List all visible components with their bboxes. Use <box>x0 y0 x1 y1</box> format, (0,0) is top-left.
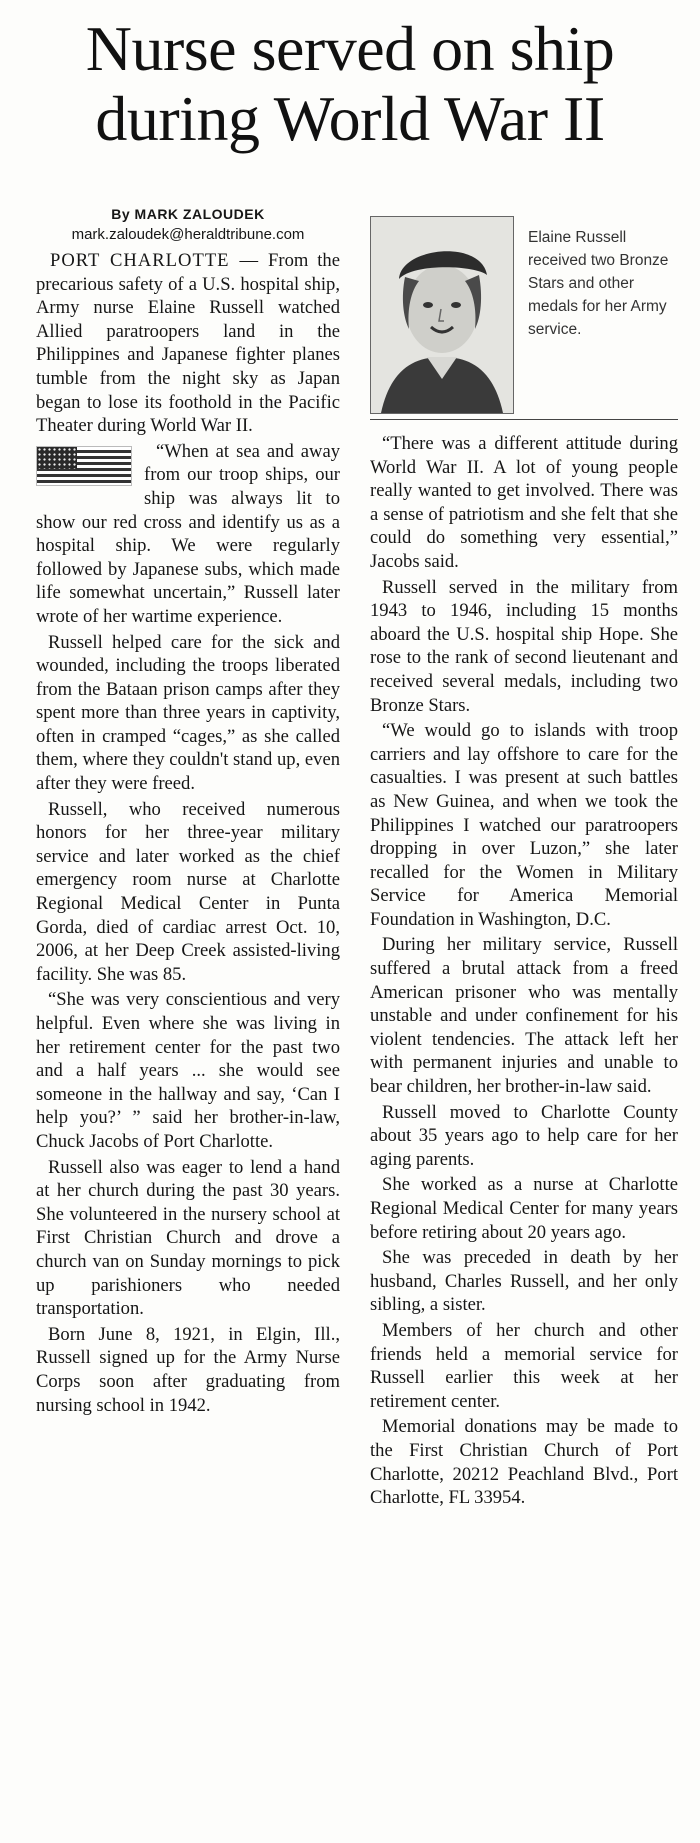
article-paragraph-3: Russell helped care for the sick and wounded, including the troops liberated from the Bataan prison camps after they spent more than three years in captivity, often in cramped “cages,” as she called them, where they couldn't stand up, even after they were freed. <box>36 631 340 795</box>
article-paragraph-15: Members of her church and other friends held a memorial service for Russell earlier this week at her retirement center. <box>370 1319 678 1412</box>
article-paragraph-11: During her military service, Russell suffered a brutal attack from a freed American prisoner who was mentally unstable and under confinement for his violent tendencies. The attack left her with permanent injuries and unable to bear children, her brother-in-law said. <box>370 934 678 1098</box>
article-paragraph-12: Russell moved to Charlotte County about 35 years ago to help care for her aging parents. <box>370 1101 678 1170</box>
article-paragraph-2: “When at sea and away from our troop ships, our ship was always lit to show our red cross and identify us as a hospital ship. We were regularly followed by Japanese subs, which made life somewhat uncertain,” Russell later wrote of her wartime experience. <box>36 440 340 627</box>
article-paragraph-4: Russell, who received numerous honors for her three-year military service and later worked as the chief emergency room nurse at Charlotte Regional Medical Center in Punta Gorda, died of cardiac arrest Oct. 10, 2006, at her Deep Creek assisted-living facility. She was 85. <box>36 798 340 985</box>
article-paragraph-1 <box>36 249 340 438</box>
article-paragraph-7: Born June 8, 1921, in Elgin, Ill., Russell signed up for the Army Nurse Corps soon after graduating from nursing school in 1942. <box>36 1323 340 1416</box>
article-paragraph-14: She was preceded in death by her husband, Charles Russell, and her only sibling, a sister. <box>370 1247 678 1316</box>
nurse-portrait-icon <box>371 217 513 413</box>
article-paragraph-9: Russell served in the military from 1943 to 1946, including 15 months aboard the U.S. hospital ship Hope. She rose to the rank of second lieutenant and received several medals, including two Bronze Stars. <box>370 576 678 716</box>
divider <box>370 419 678 420</box>
photo-caption: Elaine Russell received two Bronze Stars and other medals for her Army service. <box>528 229 669 338</box>
article-paragraph-6: Russell also was eager to lend a hand at her church during the past 30 years. She volunteered in the nursery school at First Christian Church and drove a church van on Sunday mornings to pick up parishioners who needed transportation. <box>36 1156 340 1320</box>
paragraph-text: From the precarious safety of a U.S. hospital ship, Army nurse Elaine Russell watched Allied paratroopers land in the Philippines and Japanese fighter planes tumble from the night sky as Japan began to lose its foothold in the Pacific Theater during World War II. <box>36 250 340 437</box>
byline: By MARK ZALOUDEK <box>111 206 265 222</box>
photo-block <box>370 200 678 420</box>
author-email: mark.zaloudek@heraldtribune.com <box>71 226 305 243</box>
article-paragraph-13: She worked as a nurse at Charlotte Regional Medical Center for many years before retiring about 20 years ago. <box>370 1174 678 1243</box>
article-paragraph-8: “There was a different attitude during World War II. A lot of young people really wanted to get involved. There was a sense of patriotism and she felt that she could do something very essential,” Jacobs said. <box>370 433 678 572</box>
right-column <box>370 200 678 1512</box>
american-flag-icon <box>36 446 132 486</box>
article-paragraph-10: “We would go to islands with troop carriers and lay offshore to care for the casualties. I was present at such battles as New Guinea, and when we took the Philippines I watched our paratroopers dropping in over Luzon,” she later recalled for the Women in Military Service for America Memorial Foundation in Washington, D.C. <box>370 720 678 930</box>
portrait-photo <box>370 216 514 414</box>
article-paragraph-16: Memorial donations may be made to the First Christian Church of Port Charlotte, 20212 Peachland Blvd., Port Charlotte, FL 33954. <box>370 1416 678 1509</box>
dateline: PORT CHARLOTTE — <box>50 250 260 271</box>
headline: Nurse served on ship during World War II <box>85 13 615 154</box>
article-paragraph-5: “She was very conscientious and very helpful. Even where she was living in her retirement center for the past two and a half years ... she would see someone in the hallway and say, ‘Can I help you?’ ” said her brother-in-law, Chuck Jacobs of Port Charlotte. <box>36 989 340 1152</box>
left-column <box>36 200 340 1419</box>
